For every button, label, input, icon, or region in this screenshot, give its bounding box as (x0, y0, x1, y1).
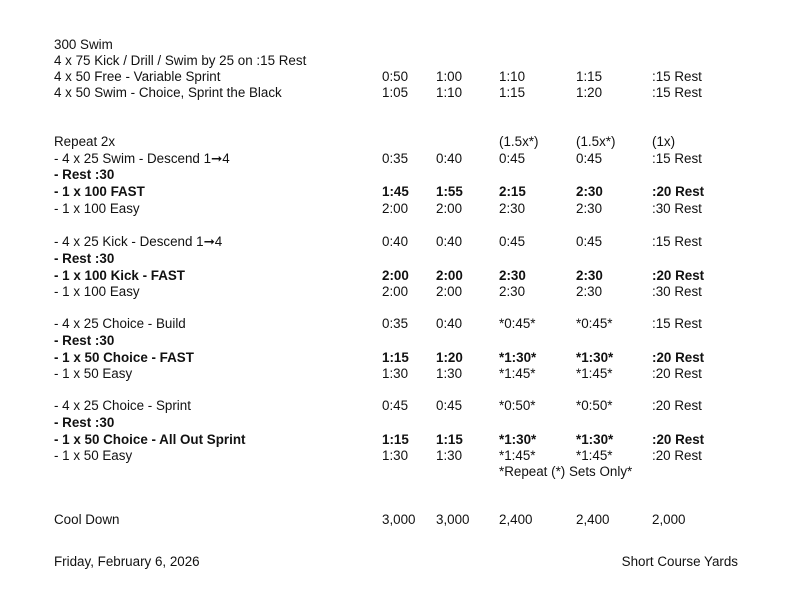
row-label: - 4 x 25 Choice - Build (54, 316, 186, 331)
time-col-1: 1:05 (382, 85, 409, 100)
rest-col: :15 Rest (652, 234, 702, 249)
row-label: - Rest :30 (54, 415, 115, 430)
rest-col: :20 Rest (652, 366, 702, 381)
time-col-3: 0:45 (499, 151, 526, 166)
time-col-1: 1:45 (382, 184, 409, 199)
footer-course-type: Short Course Yards (621, 554, 738, 569)
row-label: - 1 x 50 Choice - All Out Sprint (54, 432, 246, 447)
time-col-3: 2:30 (499, 201, 526, 216)
time-col-4: *1:30* (576, 350, 614, 365)
time-col-3: *0:50* (499, 398, 536, 413)
workout-row (0, 150, 792, 167)
workout-row (0, 233, 792, 250)
time-col-2: 1:20 (436, 350, 463, 365)
time-col-2: 1:30 (436, 366, 463, 381)
row-label: - 4 x 25 Swim - Descend 1➞4 (54, 151, 230, 166)
row-label: - 1 x 100 FAST (54, 184, 145, 199)
workout-row (0, 36, 792, 53)
time-col-4: 0:45 (576, 234, 603, 249)
row-label: - 4 x 25 Choice - Sprint (54, 398, 191, 413)
row-label: 4 x 75 Kick / Drill / Swim by 25 on :15 Rest (54, 53, 307, 68)
workout-row (0, 397, 792, 414)
rest-col: 2,000 (652, 512, 686, 527)
rest-col: :20 Rest (652, 432, 705, 447)
row-label: - 1 x 100 Kick - FAST (54, 268, 185, 283)
time-col-4: 2,400 (576, 512, 610, 527)
workout-row (0, 511, 792, 528)
time-col-1: 0:50 (382, 69, 409, 84)
rest-col: :20 Rest (652, 184, 705, 199)
time-col-2: 0:40 (436, 234, 463, 249)
time-col-1: 0:40 (382, 234, 409, 249)
time-col-2: 2:00 (436, 284, 463, 299)
time-col-3: 0:45 (499, 234, 526, 249)
workout-row (0, 447, 792, 464)
workout-row (0, 349, 792, 366)
time-col-2: 1:55 (436, 184, 463, 199)
time-col-3: *1:45* (499, 448, 536, 463)
rest-col: :15 Rest (652, 85, 702, 100)
row-label: 300 Swim (54, 37, 113, 52)
time-col-1: 0:35 (382, 151, 409, 166)
time-col-2: 2:00 (436, 268, 463, 283)
time-col-4: 2:30 (576, 201, 603, 216)
time-col-4: *1:30* (576, 432, 614, 447)
workout-row (0, 332, 792, 349)
row-label: - 4 x 25 Kick - Descend 1➞4 (54, 234, 223, 249)
row-label: 4 x 50 Swim - Choice, Sprint the Black (54, 85, 282, 100)
time-col-1: 1:30 (382, 448, 409, 463)
workout-row (0, 200, 792, 217)
footer-date: Friday, February 6, 2026 (54, 554, 200, 569)
time-col-2: 2:00 (436, 201, 463, 216)
workout-row (0, 365, 792, 382)
time-col-4: 2:30 (576, 184, 603, 199)
workout-row (0, 84, 792, 101)
workout-row (0, 52, 792, 69)
rest-col: :15 Rest (652, 151, 702, 166)
rest-col: (1x) (652, 134, 676, 149)
row-label: Repeat 2x (54, 134, 116, 149)
rest-col: :30 Rest (652, 284, 702, 299)
time-col-1: 1:15 (382, 432, 409, 447)
time-col-2: 1:15 (436, 432, 463, 447)
time-col-3: 1:10 (499, 69, 526, 84)
time-col-3: 1:15 (499, 85, 526, 100)
time-col-2: 0:45 (436, 398, 463, 413)
time-col-4: 1:20 (576, 85, 603, 100)
time-col-4: *0:45* (576, 316, 613, 331)
row-label: - 1 x 50 Easy (54, 366, 133, 381)
workout-row (0, 166, 792, 183)
time-col-3: 2:30 (499, 268, 526, 283)
time-col-2: 0:40 (436, 316, 463, 331)
workout-row (0, 463, 792, 480)
row-label: - Rest :30 (54, 251, 115, 266)
time-col-3: 2,400 (499, 512, 533, 527)
rest-col: :30 Rest (652, 201, 702, 216)
workout-row (0, 283, 792, 300)
time-col-3: *1:30* (499, 350, 537, 365)
time-col-4: *0:50* (576, 398, 613, 413)
time-col-2: 3,000 (436, 512, 470, 527)
time-col-4: 1:15 (576, 69, 603, 84)
time-col-3: 2:15 (499, 184, 526, 199)
time-col-3: (1.5x*) (499, 134, 539, 149)
time-col-1: 1:15 (382, 350, 409, 365)
rest-col: :15 Rest (652, 316, 702, 331)
time-col-1: 0:35 (382, 316, 409, 331)
row-label: - 1 x 100 Easy (54, 284, 140, 299)
row-label: - Rest :30 (54, 167, 115, 182)
time-col-3: *1:45* (499, 366, 536, 381)
workout-row (0, 250, 792, 267)
time-col-2: 1:00 (436, 69, 463, 84)
workout-row (0, 267, 792, 284)
workout-row (0, 68, 792, 85)
time-col-4: *1:45* (576, 448, 613, 463)
time-col-4: *1:45* (576, 366, 613, 381)
time-col-2: 0:40 (436, 151, 463, 166)
rest-col: :20 Rest (652, 350, 705, 365)
workout-row (0, 315, 792, 332)
workout-row (0, 431, 792, 448)
row-label: Cool Down (54, 512, 120, 527)
rest-col: :20 Rest (652, 448, 702, 463)
rest-col: :20 Rest (652, 268, 705, 283)
workout-row (0, 183, 792, 200)
time-col-1: 2:00 (382, 268, 409, 283)
time-col-4: 0:45 (576, 151, 603, 166)
time-col-1: 3,000 (382, 512, 416, 527)
workout-row (0, 414, 792, 431)
time-col-4: (1.5x*) (576, 134, 616, 149)
time-col-1: 2:00 (382, 284, 409, 299)
row-label: 4 x 50 Free - Variable Sprint (54, 69, 221, 84)
time-col-3: 2:30 (499, 284, 526, 299)
rest-col: :15 Rest (652, 69, 702, 84)
row-label: - 1 x 50 Easy (54, 448, 133, 463)
time-col-3: *1:30* (499, 432, 537, 447)
time-col-2: 1:10 (436, 85, 463, 100)
time-col-1: 2:00 (382, 201, 409, 216)
workout-row (0, 133, 792, 150)
time-col-3: *Repeat (*) Sets Only* (499, 464, 633, 479)
time-col-4: 2:30 (576, 284, 603, 299)
time-col-2: 1:30 (436, 448, 463, 463)
rest-col: :20 Rest (652, 398, 702, 413)
row-label: - 1 x 50 Choice - FAST (54, 350, 194, 365)
time-col-1: 1:30 (382, 366, 409, 381)
time-col-4: 2:30 (576, 268, 603, 283)
row-label: - 1 x 100 Easy (54, 201, 140, 216)
row-label: - Rest :30 (54, 333, 115, 348)
time-col-3: *0:45* (499, 316, 536, 331)
time-col-1: 0:45 (382, 398, 409, 413)
